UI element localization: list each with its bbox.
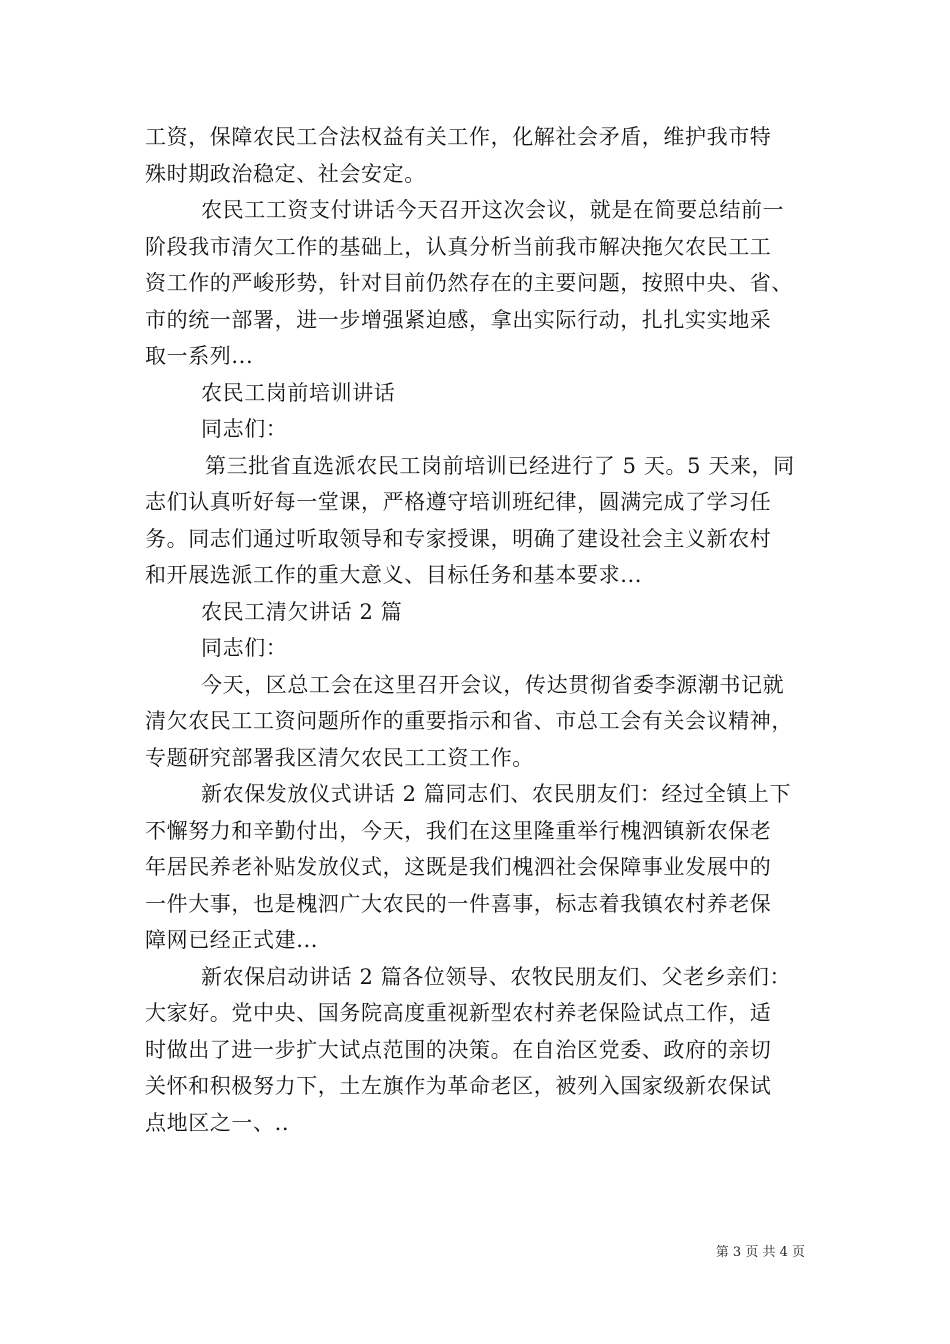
text-line: 资工作的严峻形势，针对目前仍然存在的主要问题，按照中央、省、 [145,271,793,295]
text-line: 市的统一部署，进一步增强紧迫感，拿出实际行动，扎扎实实地采 [145,307,772,332]
text-line: 点地区之一、.. [145,1110,290,1135]
text-line: 第三批省直选派农民工岗前培训已经进行了 5 天。5 天来，同 [205,453,795,478]
salutation: 同志们： [201,417,288,441]
text-line: 志们认真听好每一堂课，严格遵守培训班纪律，圆满完成了学习任 [145,490,772,514]
salutation: 同志们： [201,636,288,660]
text-line: 年居民养老补贴发放仪式，这既是我们槐泗社会保障事业发展中的 [145,855,772,879]
section-heading: 农民工清欠讲话 2 篇 [201,599,403,624]
section-heading: 农民工岗前培训讲话 [201,380,396,405]
text-line: 殊时期政治稳定、社会安定。 [145,161,426,186]
text-line: 障网已经正式建... [145,928,319,952]
text-line: 农民工工资支付讲话今天召开这次会议，就是在简要总结前一 [201,198,785,222]
text-line: 务。同志们通过听取领导和专家授课，明确了建设社会主义新农村 [145,526,772,551]
text-line: 和开展选派工作的重大意义、目标任务和基本要求... [145,563,643,587]
text-line: 时做出了进一步扩大试点范围的决策。在自治区党委、政府的亲切 [145,1037,772,1062]
text-line: 关怀和积极努力下，土左旗作为革命老区，被列入国家级新农保试 [145,1074,772,1098]
text-line: 新农保启动讲话 2 篇各位领导、农牧民朋友们、父老乡亲们： [201,964,792,989]
text-line: 大家好。党中央、国务院高度重视新型农村养老保险试点工作，适 [145,1001,772,1025]
text-line: 清欠农民工工资问题所作的重要指示和省、市总工会有关会议精神， [145,709,793,733]
text-line: 不懈努力和辛勤付出，今天，我们在这里隆重举行槐泗镇新农保老 [145,818,772,843]
text-line: 专题研究部署我区清欠农民工工资工作。 [145,745,534,770]
page-number: 第 3 页 共 4 页 [715,1245,805,1260]
text-line: 一件大事，也是槐泗广大农民的一件喜事，标志着我镇农村养老保 [145,891,772,916]
text-line: 阶段我市清欠工作的基础上，认真分析当前我市解决拖欠农民工工 [145,234,772,259]
text-line: 工资，保障农民工合法权益有关工作，化解社会矛盾，维护我市特 [145,125,772,149]
text-line: 新农保发放仪式讲话 2 篇同志们、农民朋友们：经过全镇上下 [201,782,792,806]
document-body [145,119,810,1141]
text-line: 今天，区总工会在这里召开会议，传达贯彻省委李源潮书记就 [201,672,785,697]
text-line: 取一系列... [145,344,254,368]
